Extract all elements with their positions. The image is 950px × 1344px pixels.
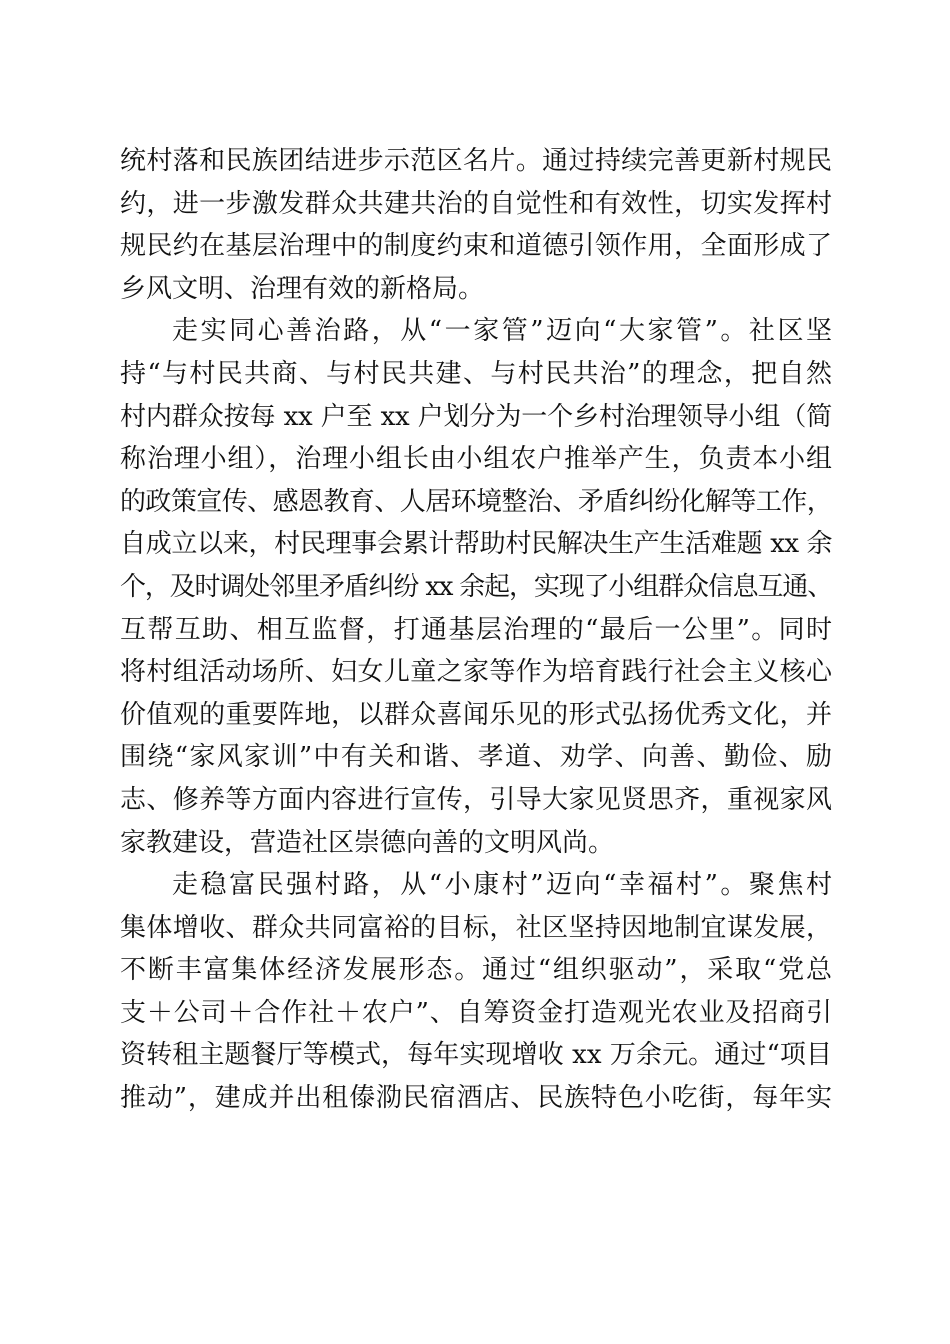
- text-line: 将村组活动场所、妇女儿童之家等作为培育践行社会主义核心: [120, 657, 832, 688]
- text-line: 村内群众按每 xx 户至 xx 户划分为一个乡村治理领导小组（简: [120, 401, 832, 432]
- paragraph: [120, 140, 832, 310]
- text-line: 约，进一步激发群众共建共治的自觉性和有效性，切实发挥村: [120, 188, 832, 219]
- document-body: [120, 140, 832, 1120]
- text-line: 规民约在基层治理中的制度约束和道德引领作用，全面形成了: [120, 231, 832, 262]
- text-line: 统村落和民族团结进步示范区名片。通过持续完善更新村规民: [120, 146, 832, 176]
- text-line: 个，及时调处邻里矛盾纠纷 xx 余起，实现了小组群众信息互通、: [120, 571, 832, 602]
- text-line: 支＋公司＋合作社＋农户”、自筹资金打造观光农业及招商引: [120, 997, 832, 1028]
- text-line: 走稳富民强村路，从“小康村”迈向“幸福村”。聚焦村: [172, 870, 832, 901]
- text-line: 称治理小组），治理小组长由小组农户推举产生，负责本小组: [120, 444, 832, 475]
- text-line: 的政策宣传、感恩教育、人居环境整治、矛盾纠纷化解等工作，: [120, 486, 832, 517]
- text-line: 推动”，建成并出租傣泐民宿酒店、民族特色小吃街，每年实: [120, 1083, 832, 1114]
- text-line: 家教建设，营造社区崇德向善的文明风尚。: [120, 827, 615, 858]
- text-line: 资转租主题餐厅等模式，每年实现增收 xx 万余元。通过“项目: [120, 1040, 832, 1071]
- text-line: 不断丰富集体经济发展形态。通过“组织驱动”，采取“党总: [120, 955, 832, 986]
- text-line: 价值观的重要阵地，以群众喜闻乐见的形式弘扬优秀文化，并: [120, 699, 832, 730]
- text-line: 集体增收、群众共同富裕的目标，社区坚持因地制宜谋发展，: [120, 912, 832, 943]
- text-line: 乡风文明、治理有效的新格局。: [120, 273, 485, 304]
- text-line: 持“与村民共商、与村民共建、与村民共治”的理念，把自然: [120, 358, 832, 389]
- text-line: 自成立以来，村民理事会累计帮助村民解决生产生活难题 xx 余: [120, 529, 832, 560]
- paragraph: [120, 864, 832, 1120]
- text-line: 志、修养等方面内容进行宣传，引导大家见贤思齐，重视家风: [120, 784, 832, 815]
- text-line: 走实同心善治路，从“一家管”迈向“大家管”。社区坚: [172, 316, 832, 347]
- text-line: 围绕“家风家训”中有关和谐、孝道、劝学、向善、勤俭、励: [120, 742, 832, 773]
- paragraph: [120, 310, 832, 864]
- text-line: 互帮互助、相互监督，打通基层治理的“最后一公里”。同时: [120, 614, 832, 645]
